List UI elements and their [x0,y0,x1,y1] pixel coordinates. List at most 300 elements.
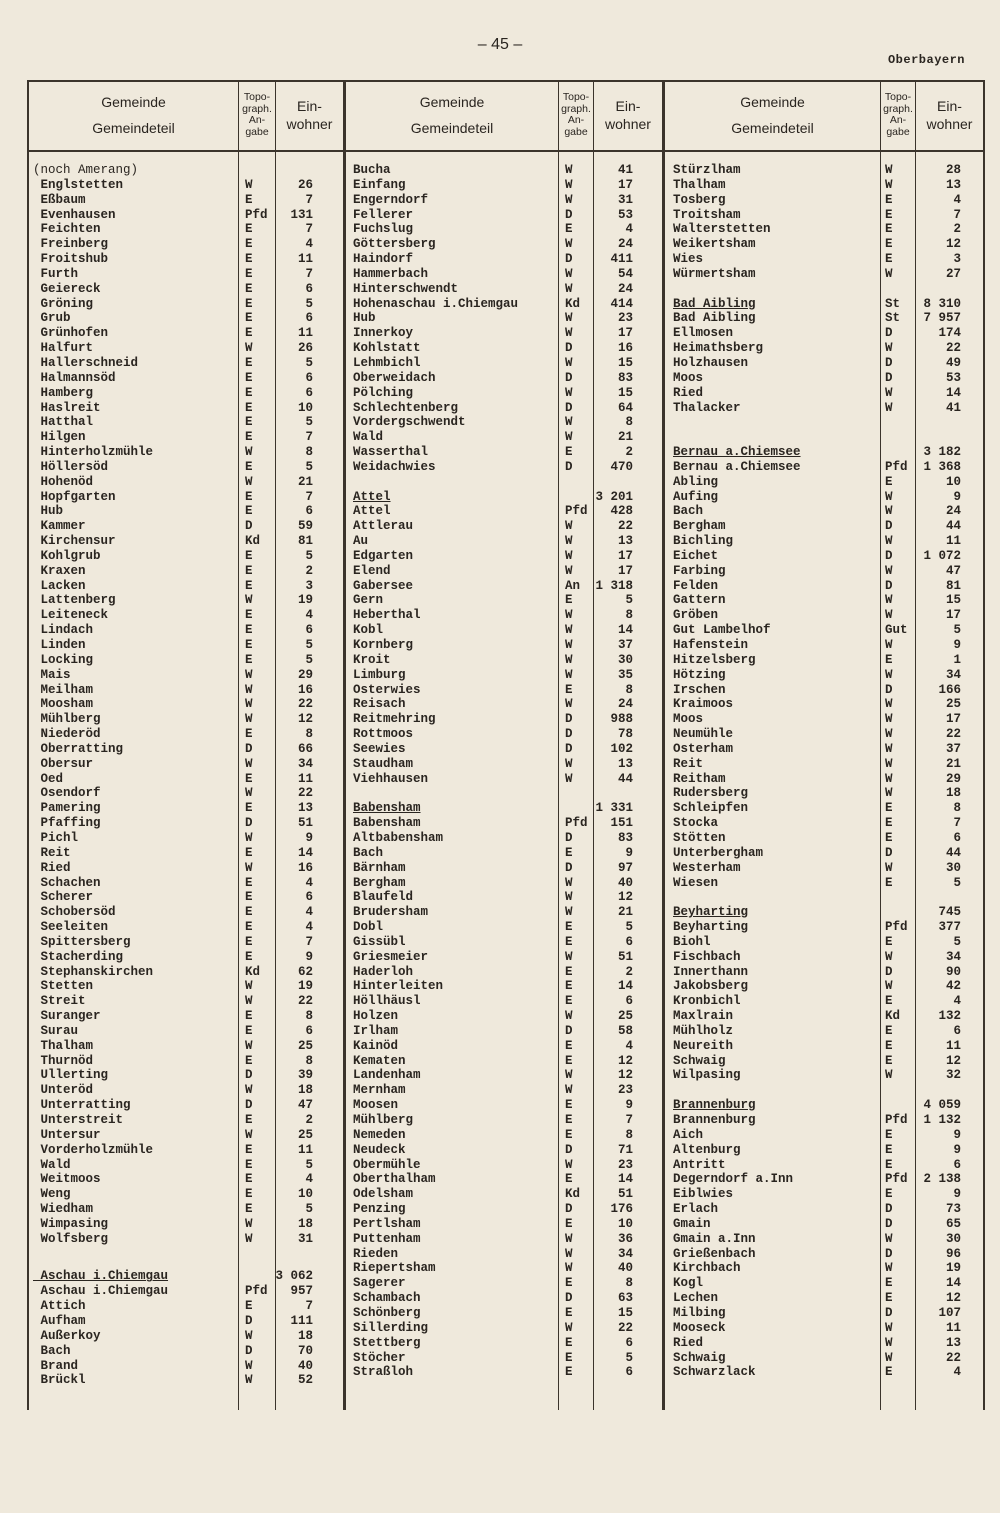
place-name: Mühlholz [673,1023,734,1038]
topo-code: E [245,1299,253,1314]
population: 44 [617,771,633,786]
population: 17 [617,177,633,192]
population: 1 368 [923,459,961,474]
place-name: Thalham [33,1038,94,1053]
place-name: Hamberg [33,385,94,400]
place-name: Babensham [353,801,421,816]
place-name: Wald [33,1157,71,1172]
topo-code: W [885,667,893,682]
population: 16 [617,341,633,356]
place-name: Brand [33,1358,79,1373]
topo-code: W [565,177,573,192]
table-row [673,1336,973,1351]
place-name: Kohlgrub [33,548,101,563]
topo-code: E [565,1276,573,1291]
place-name: Engerndorf [353,192,429,207]
place-name: Fischbach [673,949,741,964]
topo-code: E [885,237,893,252]
place-name: Stürzlham [673,163,741,177]
population: 71 [617,1142,633,1157]
topo-code: E [565,964,573,979]
topo-code: E [885,830,893,845]
place-name: Fuchslug [353,222,414,237]
topo-code: D [245,1313,253,1328]
table-row [673,1276,973,1291]
place-name: Hohenaschau i.Chiemgau [353,296,519,311]
topo-code: W [245,593,253,608]
topo-code: W [245,1038,253,1053]
topo-code: W [245,682,253,697]
table-row [673,742,973,757]
population: 6 [305,623,313,638]
population: 14 [945,1276,961,1291]
population: 97 [617,860,633,875]
topo-code: W [885,1068,893,1083]
place-name: Wimpasing [33,1216,109,1231]
population: 17 [617,548,633,563]
place-name: Hopfgarten [33,489,116,504]
table-row [673,252,973,267]
place-name: Landenham [353,1068,421,1083]
population: 11 [945,1320,961,1335]
table-row [673,1128,973,1143]
population: 37 [945,741,961,756]
population: 62 [297,964,313,979]
population: 42 [945,979,961,994]
topo-code: W [565,326,573,341]
header-divider [27,150,985,152]
population: 40 [617,875,633,890]
table-row [673,371,973,386]
population: 2 [305,1113,313,1127]
place-name: Obersur [33,756,94,771]
place-name: Gröben [673,608,719,623]
topo-code: D [245,519,253,534]
topo-code: W [565,192,573,207]
place-name: Wiesen [673,875,719,890]
population: 59 [297,519,313,534]
place-name: Reit [33,845,71,860]
population: 27 [945,266,961,281]
place-name: Meilham [33,682,94,697]
population: 29 [945,771,961,786]
population: 28 [945,163,961,177]
place-name: Heimathsberg [673,341,764,356]
place-name: Reitmehring [353,712,436,727]
population: 30 [617,652,633,667]
topo-code: E [885,801,893,816]
population: 39 [297,1068,313,1083]
place-name: Viehhausen [353,771,429,786]
topo-code: E [565,1305,573,1320]
place-name: Schwaig [673,1350,726,1365]
topo-code: D [885,578,893,593]
topo-code: W [245,1328,253,1343]
place-name: Wiedham [33,1202,94,1217]
table-row [673,1068,973,1083]
topo-code: D [565,370,573,385]
population: 4 059 [923,1098,961,1113]
table-row [673,950,973,965]
population: 19 [297,593,313,608]
place-name: Würmertsham [673,266,756,281]
place-name: Pichl [33,830,79,845]
place-name: Wolfsberg [33,1231,109,1246]
topo-code: W [565,385,573,400]
topo-code: W [565,697,573,712]
topo-code: D [885,355,893,370]
population: 24 [617,237,633,252]
place-name: Maxlrain [673,1009,734,1024]
population: 9 [305,949,313,964]
place-name: Kronbichl [673,994,741,1009]
population: 5 [305,415,313,430]
population: 11 [945,534,961,549]
topo-code: W [565,623,573,638]
population: 24 [945,504,961,519]
place-name: Suranger [33,1009,101,1024]
table-row [673,816,973,831]
topo-code: W [565,905,573,920]
topo-code: W [885,400,893,415]
place-name: Aschau i.Chiemgau [33,1269,169,1284]
population: 5 [953,623,961,638]
topo-code: W [245,667,253,682]
header-einwohner: Ein- wohner [605,98,651,132]
header-topo: Topo- graph. An- gabe [883,91,913,138]
topo-code: E [245,370,253,385]
place-name: Haslreit [33,400,101,415]
topo-code: W [885,534,893,549]
population: 65 [945,1216,961,1231]
place-name: Unterbergham [673,845,764,860]
topo-code: W [885,697,893,712]
place-name: Weidachwies [353,459,436,474]
topo-code: D [245,1098,253,1113]
topo-code: D [565,727,573,742]
place-name: Stocka [673,816,719,831]
population: 13 [945,177,961,192]
topo-code: W [245,786,253,801]
place-name: Oberthalham [353,1172,436,1187]
place-name: Aufing [673,489,719,504]
place-name: Kirchbach [673,1261,741,1276]
population: 3 201 [595,489,633,504]
population: 5 [305,652,313,667]
place-name: Biohl [673,934,711,949]
entry-column-3 [673,163,973,1380]
place-name: Jakobsberg [673,979,749,994]
place-name: Griesmeier [353,949,429,964]
topo-code: W [245,445,253,460]
population: 5 [305,548,313,563]
topo-code: E [245,548,253,563]
population: 81 [945,578,961,593]
population: 32 [945,1068,961,1083]
population: 34 [945,667,961,682]
place-name: Grießenbach [673,1246,756,1261]
topo-code: St [885,296,901,311]
topo-code: E [245,652,253,667]
population: 31 [617,192,633,207]
place-name: Kammer [33,519,86,534]
place-name: Kematen [353,1053,406,1068]
place-name: Tosberg [673,192,726,207]
topo-code: D [565,400,573,415]
topo-code: Kd [245,964,261,979]
population: 19 [945,1261,961,1276]
topo-code: E [245,400,253,415]
topo-code: E [245,578,253,593]
place-name: Eiblwies [673,1187,734,1202]
place-name: Nemeden [353,1127,406,1142]
table-row [673,801,973,816]
topo-code: W [885,504,893,519]
place-name: Moosen [353,1098,399,1113]
population: 23 [617,311,633,326]
topo-code: E [245,296,253,311]
place-name: Reitham [673,771,726,786]
table-row [673,1321,973,1336]
place-name: Pfaffing [33,816,101,831]
place-name: Milbing [673,1305,726,1320]
topo-code: E [885,1023,893,1038]
place-name: Locking [33,652,94,667]
topo-code: D [565,207,573,222]
topo-code: W [885,741,893,756]
table-row [673,1039,973,1054]
population: 131 [290,207,313,222]
place-name: Stacherding [33,949,124,964]
topo-code: E [245,1202,253,1217]
topo-code: W [565,163,573,177]
population: 25 [297,1127,313,1142]
page-number: – 45 – [477,36,523,53]
table-row [673,1291,973,1306]
topo-code: W [565,1261,573,1276]
topo-code: W [885,1231,893,1246]
topo-code: W [885,786,893,801]
topo-code: E [245,1187,253,1202]
population: 54 [617,266,633,281]
topo-code: Kd [245,534,261,549]
place-name: Stephanskirchen [33,964,154,979]
topo-code: Pfd [885,920,908,935]
place-name: Rieden [353,1246,399,1261]
table-row [673,1083,973,1098]
population: 2 [625,964,633,979]
population: 12 [617,890,633,905]
table-row [673,490,973,505]
population: 9 [953,489,961,504]
place-name: Irschen [673,682,726,697]
topo-code: D [245,741,253,756]
topo-code: W [245,712,253,727]
place-name: Pertlsham [353,1216,421,1231]
population: 78 [617,727,633,742]
population: 23 [617,1157,633,1172]
population: 64 [617,400,633,415]
topo-code: E [245,801,253,816]
place-name: Au [353,534,369,549]
population: 7 [305,489,313,504]
topo-code: E [245,563,253,578]
population: 9 [625,1098,633,1113]
place-name: Eichet [673,548,719,563]
topo-code: E [245,266,253,281]
table-row [673,965,973,980]
topo-code: W [565,534,573,549]
topo-code: E [565,593,573,608]
population: 8 [305,1009,313,1024]
place-name: Höllhäusl [353,994,421,1009]
topo-code: E [245,905,253,920]
topo-code: E [885,875,893,890]
topo-code: W [565,237,573,252]
topo-code: W [885,860,893,875]
topo-code: E [885,474,893,489]
place-name: Streit [33,994,86,1009]
place-name: Kainöd [353,1038,399,1053]
population: 7 [305,192,313,207]
place-name: Kraxen [33,563,86,578]
topo-code: W [245,994,253,1009]
place-name: Unterstreit [33,1113,124,1127]
place-name: Außerkoy [33,1328,101,1343]
topo-code: E [565,1053,573,1068]
topo-code: E [245,489,253,504]
place-name: Furth [33,266,79,281]
population: 5 [305,1157,313,1172]
table-row [673,1054,973,1069]
place-name: Mühlberg [33,712,101,727]
population: 70 [297,1343,313,1358]
population: 107 [938,1305,961,1320]
topo-code: W [245,1358,253,1373]
topo-code: E [885,1291,893,1306]
population: 12 [617,1053,633,1068]
topo-code: W [885,712,893,727]
table-row [673,1217,973,1232]
topo-code: Kd [565,296,581,311]
population: 2 [953,222,961,237]
table-row [673,564,973,579]
place-name: Hinterleiten [353,979,444,994]
place-name: Ried [673,1335,704,1350]
population: 83 [617,830,633,845]
place-name: Dobl [353,920,384,935]
place-name: Hilgen [33,430,86,445]
topo-code: D [885,845,893,860]
topo-code: An [565,578,581,593]
topo-code: E [245,311,253,326]
topo-code: W [565,1320,573,1335]
place-name: Moosham [33,697,94,712]
place-name: Moos [673,370,704,385]
topo-code: D [885,1216,893,1231]
topo-code: E [885,207,893,222]
table-row [673,282,973,297]
population: 11 [297,771,313,786]
population: 18 [945,786,961,801]
population: 4 [305,237,313,252]
topo-code: E [565,1335,573,1350]
topo-code: W [245,1373,253,1388]
place-name: Aschau i.Chiemgau [33,1284,169,1299]
place-name: Unterratting [33,1098,131,1113]
place-name: Haindorf [353,252,414,267]
place-name: Hub [33,504,64,519]
place-name: Bärnham [353,860,406,875]
population: 8 310 [923,296,961,311]
topo-code: D [565,712,573,727]
table-row [673,356,973,371]
population: 6 [953,1023,961,1038]
topo-code: Kd [565,1187,581,1202]
population: 6 [625,1365,633,1380]
table-row [673,163,973,178]
topo-code: D [565,1023,573,1038]
table-row [673,460,973,475]
population: 73 [945,1202,961,1217]
topo-code: W [885,489,893,504]
population: 22 [945,727,961,742]
topo-code: D [565,459,573,474]
population: 26 [297,177,313,192]
table-row [673,1172,973,1187]
place-name: Penzing [353,1202,406,1217]
place-name: Gabersee [353,578,414,593]
place-name: Osendorf [33,786,101,801]
place-name: Walterstetten [673,222,771,237]
topo-code: E [245,920,253,935]
topo-code: E [565,979,573,994]
table-row [673,475,973,490]
table-row [673,608,973,623]
population: 18 [297,1083,313,1098]
place-name: Sagerer [353,1276,406,1291]
population: 83 [617,370,633,385]
place-name: Riepertsham [353,1261,436,1276]
table-row [673,401,973,416]
table-row [673,846,973,861]
population: 15 [617,1305,633,1320]
population: 174 [938,326,961,341]
population: 14 [617,1172,633,1187]
topo-code: W [245,697,253,712]
table-row [673,208,973,223]
population: 6 [305,890,313,905]
place-name: Gmain [673,1216,711,1231]
topo-code: E [565,1038,573,1053]
topo-code: E [885,192,893,207]
table-row [673,178,973,193]
population: 35 [617,667,633,682]
place-name: Bucha [353,163,391,177]
topo-code: E [245,949,253,964]
header-einwohner: Ein- wohner [926,98,973,132]
population: 53 [945,370,961,385]
table-row [673,1247,973,1262]
topo-code: W [885,608,893,623]
table-row [673,237,973,252]
place-name: Brannenburg [673,1113,756,1127]
place-name: Haderloh [353,964,414,979]
population: 51 [297,816,313,831]
place-name: Hallerschneid [33,355,139,370]
population: 13 [297,801,313,816]
population: 15 [617,355,633,370]
